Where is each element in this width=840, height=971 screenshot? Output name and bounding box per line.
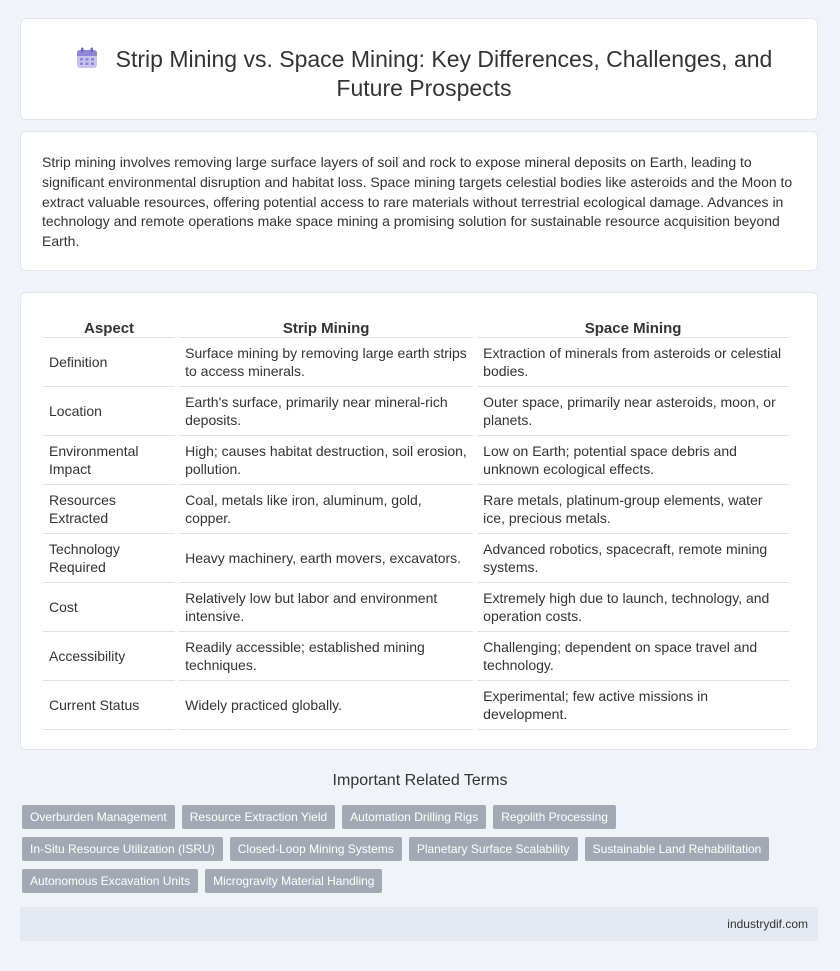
intro-card [20,131,818,271]
cell-aspect: Current Status [43,681,175,730]
table-row [43,338,789,387]
table-row [43,387,789,436]
cell-space-mining: Experimental; few active missions in development. [477,681,789,730]
related-term-tag[interactable]: Resource Extraction Yield [182,805,335,829]
table-row [43,436,789,485]
table-row [43,681,789,730]
cell-aspect: Definition [43,338,175,387]
table-row [43,583,789,632]
cell-strip-mining: Heavy machinery, earth movers, excavators. [179,534,473,583]
related-term-tag[interactable]: Sustainable Land Rehabilitation [585,837,770,861]
page-title: Strip Mining vs. Space Mining: Key Differences, Challenges, and Future Prospects [115,46,773,101]
cell-space-mining: Challenging; dependent on space travel and technology. [477,632,789,681]
related-terms-title: Important Related Terms [332,772,508,789]
related-term-tag[interactable]: Microgravity Material Handling [205,869,382,893]
cell-space-mining: Outer space, primarily near asteroids, moon, or planets. [477,387,789,436]
related-term-tag[interactable]: Autonomous Excavation Units [22,869,198,893]
cell-space-mining: Advanced robotics, spacecraft, remote mining systems. [477,534,789,583]
comparison-card [20,292,818,750]
cell-strip-mining: Earth's surface, primarily near mineral-rich deposits. [179,387,473,436]
header-space-mining: Space Mining [477,315,789,338]
cell-aspect: Cost [43,583,175,632]
cell-strip-mining: Widely practiced globally. [179,681,473,730]
cell-aspect: Accessibility [43,632,175,681]
table-row [43,485,789,534]
related-term-tag[interactable]: Closed-Loop Mining Systems [230,837,402,861]
cell-space-mining: Extremely high due to launch, technology, and operation costs. [477,583,789,632]
calendar-icon [76,47,98,69]
cell-aspect: Environmental Impact [43,436,175,485]
related-term-tag[interactable]: Automation Drilling Rigs [342,805,486,829]
intro-paragraph: Strip mining involves removing large surface layers of soil and rock to expose mineral deposits on Earth, leading to significant environmental disruption and habitat loss. Space mining targets celestial bodies like asteroids and the Moon to extract valuable resources, offering potential access to rare materials without terrestrial ecological damage. Advances in technology and remote operations make space mining a promising solution for sustainable resource acquisition beyond Earth. [42,154,793,250]
comparison-table [39,315,793,730]
cell-strip-mining: High; causes habitat destruction, soil erosion, pollution. [179,436,473,485]
title-card [20,18,818,120]
cell-aspect: Resources Extracted [43,485,175,534]
related-term-tag[interactable]: Overburden Management [22,805,175,829]
cell-space-mining: Extraction of minerals from asteroids or celestial bodies. [477,338,789,387]
footer [20,907,818,941]
related-term-tag[interactable]: Regolith Processing [493,805,616,829]
page-header [61,45,787,103]
cell-aspect: Technology Required [43,534,175,583]
cell-space-mining: Low on Earth; potential space debris and unknown ecological effects. [477,436,789,485]
footer-site-link[interactable]: industrydif.com [727,917,808,931]
header-aspect: Aspect [43,315,175,338]
cell-strip-mining: Readily accessible; established mining techniques. [179,632,473,681]
related-term-tag[interactable]: In-Situ Resource Utilization (ISRU) [22,837,223,861]
cell-strip-mining: Coal, metals like iron, aluminum, gold, copper. [179,485,473,534]
related-term-tag[interactable]: Planetary Surface Scalability [409,837,578,861]
table-header-row [43,315,789,338]
cell-space-mining: Rare metals, platinum-group elements, water ice, precious metals. [477,485,789,534]
cell-aspect: Location [43,387,175,436]
table-row [43,632,789,681]
cell-strip-mining: Relatively low but labor and environment intensive. [179,583,473,632]
header-strip-mining: Strip Mining [179,315,473,338]
cell-strip-mining: Surface mining by removing large earth strips to access minerals. [179,338,473,387]
related-terms-list [22,805,822,893]
table-row [43,534,789,583]
